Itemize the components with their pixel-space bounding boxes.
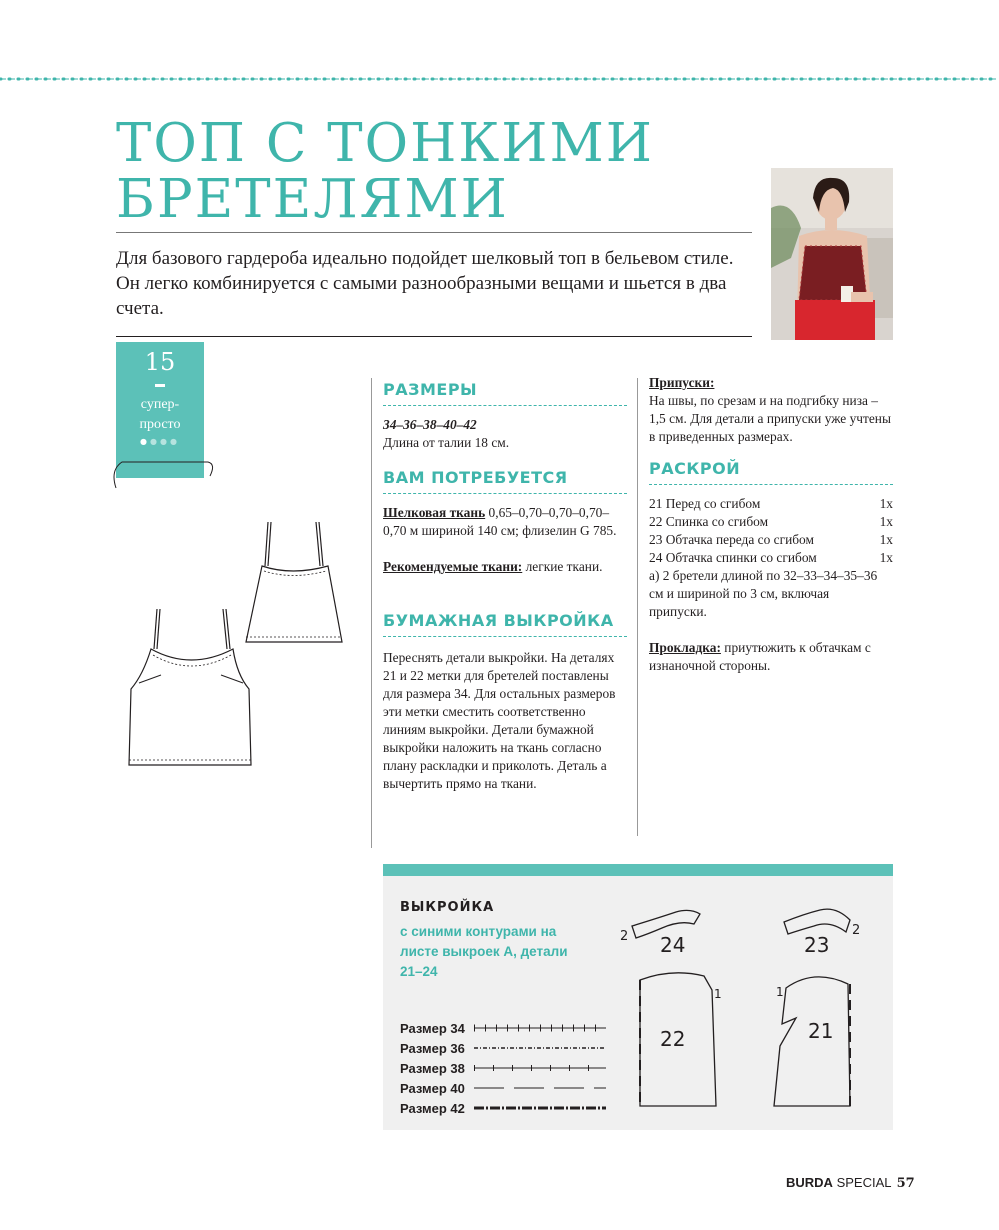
paper-pattern-heading: БУМАЖНАЯ ВЫКРОЙКА	[383, 611, 614, 630]
page-number: 57	[896, 1176, 915, 1191]
line-style-36	[474, 1044, 606, 1052]
column-divider	[637, 378, 638, 836]
materials-heading: ВАМ ПОТРЕБУЕТСЯ	[383, 468, 568, 487]
cutting-item	[649, 531, 893, 549]
interfacing-details: приутюжить к обтачкам с изнаночной стороны.	[649, 640, 871, 673]
recommended-label: Рекомендуемые ткани:	[383, 559, 523, 574]
sizes-heading: РАЗМЕРЫ	[383, 380, 478, 399]
recommended-details: легкие ткани.	[522, 559, 603, 574]
footer-brand: BURDA	[786, 1175, 833, 1190]
interfacing-text	[649, 639, 881, 675]
size-label: Размер 42	[400, 1100, 465, 1116]
size-label: Размер 40	[400, 1080, 465, 1096]
dashed-divider	[383, 405, 627, 406]
pattern-box-subtitle: с синими контурами на листе выкроек А, детали 21–24	[400, 924, 568, 979]
sizes-section	[383, 380, 627, 452]
column-divider	[371, 378, 372, 848]
difficulty-dots: ●●●●	[140, 437, 180, 446]
pattern-box-bar	[383, 864, 893, 876]
size-legend	[400, 1018, 610, 1118]
badge-dash	[155, 384, 165, 387]
allowances-label: Припуски:	[649, 375, 715, 390]
cutting-item-qty: 1x	[879, 514, 893, 529]
page-footer	[786, 1175, 915, 1191]
pattern-piece-22	[632, 966, 732, 1114]
size-label: Размер 34	[400, 1020, 465, 1036]
cutting-item-qty: 1x	[879, 532, 893, 547]
paper-pattern-text: Переснять детали выкройки. На деталях 21 и 22 метки для бретелей поставлены для размера 34. Для остальных размеров эти метки сместить соответственно линиям выкройки. Детали бумажной выкройки наложить на ткань согласно плану раскладки и приколоть. Деталь а вычертить прямо на ткани.	[383, 650, 616, 791]
pattern-piece-21	[770, 966, 870, 1114]
garment-front-sketch	[125, 605, 257, 775]
cutting-item	[649, 549, 893, 567]
piece-label: 24	[660, 933, 686, 957]
size-legend-row	[400, 1058, 610, 1078]
size-label: Размер 36	[400, 1040, 465, 1056]
recommended-text	[383, 558, 627, 576]
line-style-38	[474, 1064, 606, 1072]
allowances-section	[649, 374, 893, 446]
model-photo	[771, 168, 893, 340]
piece-label: 23	[804, 933, 830, 957]
intro-text: Для базового гардероба идеально подойдет шелковый топ в бельевом стиле. Он легко комбинируется с самыми разнообразными вещами и шьется в два счета.	[116, 248, 734, 319]
size-legend-row	[400, 1038, 610, 1058]
paper-pattern-section	[383, 611, 627, 793]
size-legend-row	[400, 1078, 610, 1098]
cutting-extra: а) 2 бретели длиной по 32–33–34–35–36 см и шириной по 3 см, включая припуски.	[649, 568, 878, 619]
line-style-40	[474, 1084, 606, 1092]
intro-divider	[116, 336, 752, 337]
pattern-piece-24	[618, 904, 718, 958]
materials-section	[383, 468, 627, 576]
title-divider	[116, 232, 752, 233]
size-legend-row	[400, 1098, 610, 1118]
piece-label: 21	[808, 1019, 834, 1043]
cutting-item-name: 22 Спинка со сгибом	[649, 514, 769, 529]
fabric-text	[383, 504, 627, 540]
dashed-divider	[383, 636, 627, 637]
size-label: Размер 38	[400, 1060, 465, 1076]
difficulty-level: супер-просто	[139, 397, 181, 432]
cutting-item	[649, 495, 893, 513]
piece-mark: 1	[776, 985, 784, 999]
piece-mark: 1	[714, 987, 722, 1001]
footer-edition: SPECIAL	[836, 1175, 892, 1190]
piece-mark: 2	[852, 923, 861, 938]
pattern-box-heading: ВЫКРОЙКА	[400, 900, 495, 915]
pattern-piece-23	[776, 904, 876, 958]
dashed-divider	[649, 484, 893, 485]
cutting-section	[649, 459, 893, 675]
line-style-34	[474, 1024, 606, 1032]
piece-label: 22	[660, 1027, 686, 1051]
fabric-details: 0,65–0,70–0,70–0,70–0,70 м шириной 140 см; флизелин G 785.	[383, 505, 617, 538]
page-title: ТОП С ТОНКИМИ БРЕТЕЛЯМИ	[116, 113, 655, 230]
allowances-text: На швы, по срезам и на подгибку низа – 1,5 см. Для детали а припуски уже учтены в приведенных размерах.	[649, 393, 891, 444]
piece-mark: 2	[620, 929, 629, 944]
cutting-heading: РАСКРОЙ	[649, 459, 741, 478]
cutting-item-name: 21 Перед со сгибом	[649, 496, 761, 511]
cutting-list	[649, 495, 893, 621]
cutting-item	[649, 513, 893, 531]
size-legend-row	[400, 1018, 610, 1038]
cutting-item-name: 23 Обтачка переда со сгибом	[649, 532, 814, 547]
line-style-42	[474, 1104, 606, 1112]
top-stitch-divider	[0, 76, 999, 82]
difficulty-number: 15	[144, 348, 176, 376]
length-text: Длина от талии 18 см.	[383, 435, 510, 450]
dashed-divider	[383, 493, 627, 494]
cutting-item-name: 24 Обтачка спинки со сгибом	[649, 550, 817, 565]
badge-thread	[108, 452, 218, 492]
sizes-values: 34–36–38–40–42	[383, 417, 477, 432]
fabric-label: Шелковая ткань	[383, 505, 486, 520]
interfacing-label: Прокладка:	[649, 640, 721, 655]
cutting-item-qty: 1x	[879, 496, 893, 511]
cutting-item-qty: 1x	[879, 550, 893, 565]
